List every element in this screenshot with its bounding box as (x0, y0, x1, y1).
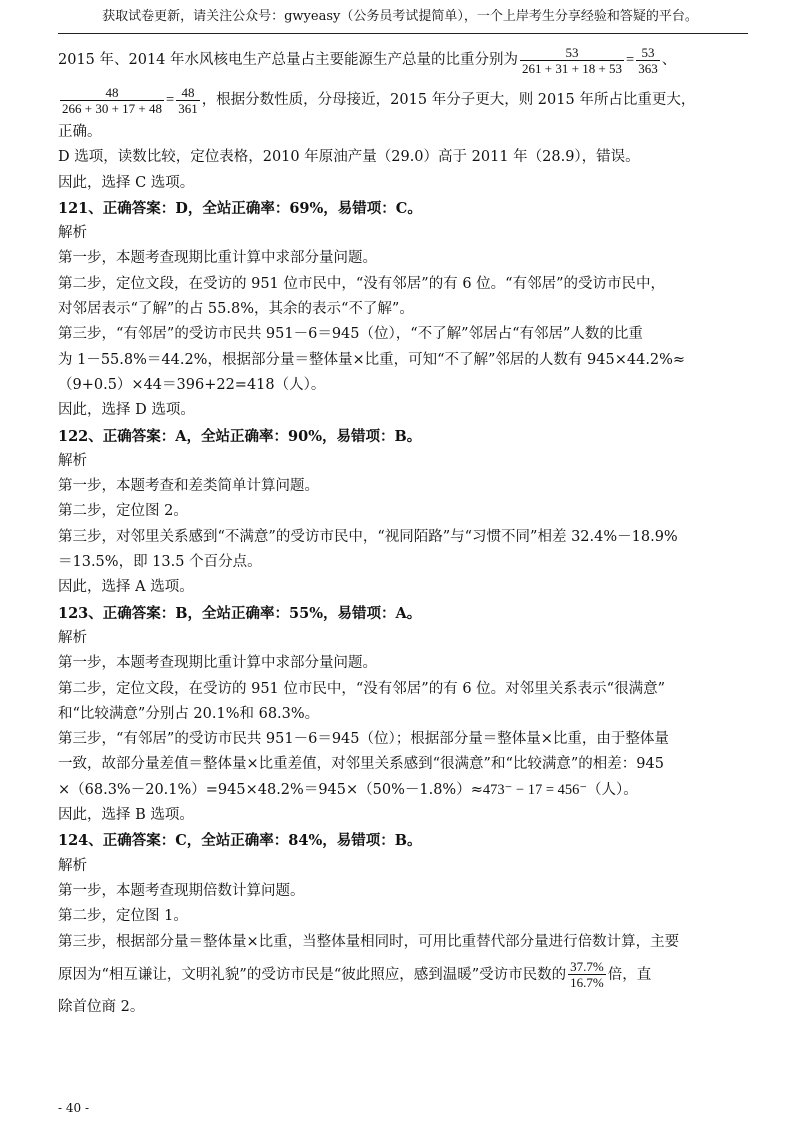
text-line: 第三步，根据部分量＝整体量×比重，当整体量相同时，可用比重替代部分量进行倍数计算，主要 (58, 933, 680, 950)
fraction-line-3: 原因为“相互谦让，文明礼貌”的受访市民是“彼此照应，感到温暖”受访市民数的 $\frac{37.7\%}{16.7\%}$ 倍，直 (58, 959, 652, 991)
header-divider (58, 33, 748, 34)
text-line: 第三步，“有邻居”的受访市民共 951－6＝945（位）；根据部分量＝整体量×比重，由于整体量 (58, 731, 669, 748)
text-line: 第三步，对邻里关系感到“不满意”的受访市民中，“视同陌路”与“习惯不同”相差 32.4%－18.9% (58, 528, 678, 545)
answer-title-123: 123、正确答案：B，全站正确率：55%，易错项：A。 (58, 604, 422, 622)
page-content (58, 40, 748, 1020)
text-line: ＝13.5%，即 13.5 个百分点。 (58, 554, 262, 571)
answer-title-122: 122、正确答案：A，全站正确率：90%，易错项：B。 (58, 427, 422, 445)
text-line: 一致，故部分量差值＝整体量×比重差值，对邻里关系感到“很满意”和“比较满意”的相差：945 (58, 756, 664, 773)
fraction-line-1: 2015 年、2014 年水风核电生产总量占主要能源生产总量的比重分别为 $\frac{53}{261 + 31 + 18 + 53}$ = $\frac{53}{363}$ 、 (58, 44, 677, 76)
text-line: 因此，选择 B 选项。 (58, 807, 194, 824)
text-line: 和“比较满意”分别占 20.1%和 68.3%。 (58, 705, 320, 722)
fraction: $\frac{53}{363}$ (638, 44, 658, 76)
text-line: 第三步，“有邻居”的受访市民共 951－6＝945（位），“不了解”邻居占“有邻居”人数的比重 (58, 326, 643, 343)
fraction: $\frac{48}{266 + 30 + 17 + 48}$ (62, 84, 162, 116)
answer-title-121: 121、正确答案：D，全站正确率：69%，易错项：C。 (58, 199, 422, 217)
text-line: 为 1－55.8%＝44.2%，根据部分量＝整体量×比重，可知“不了解”邻居的人数有 945×44.2%≈ (58, 351, 686, 368)
fraction: $\frac{48}{361}$ (178, 84, 198, 116)
analysis-label: 解析 (58, 452, 87, 469)
text-line: 第一步，本题考查现期比重计算中求部分量问题。 (58, 250, 377, 267)
text-line: 第一步，本题考查现期倍数计算问题。 (58, 882, 305, 899)
text-line: 第二步，定位图 1。 (58, 908, 188, 925)
analysis-label: 解析 (58, 225, 87, 242)
analysis-label: 解析 (58, 629, 87, 646)
text-line: 第一步，本题考查现期比重计算中求部分量问题。 (58, 655, 377, 672)
text-line: 因此，选择 A 选项。 (58, 579, 194, 596)
text-line: 第二步，定位图 2。 (58, 503, 188, 520)
fraction: $\frac{53}{261 + 31 + 18 + 53}$ (522, 44, 623, 76)
answer-title-124: 124、正确答案：C，全站正确率：84%，易错项：B。 (58, 832, 422, 850)
text-line: 第一步，本题考查和差类简单计算问题。 (58, 478, 319, 495)
text-line: 除首位商 2。 (58, 998, 145, 1015)
analysis-label: 解析 (58, 857, 87, 874)
text-line: （9+0.5）×44＝396+22=418（人）。 (58, 376, 326, 393)
text-line: 因此，选择 D 选项。 (58, 402, 195, 419)
text-line: 对邻居表示“了解”的占 55.8%，其余的表示“不了解”。 (58, 301, 414, 318)
page-header: 获取试卷更新，请关注公众号：gwyeasy（公务员考试提简单），一个上岸考生分享经验和答疑的平台。 (102, 9, 698, 24)
page-number: - 40 - (58, 1101, 90, 1115)
fraction-line-2: $\frac{48}{266 + 30 + 17 + 48}$ = $\frac{48}{361}$ ，根据分数性质，分母接近，2015 年分子更大，则 2015 年所占比重更大， (62, 84, 696, 116)
text-line: ×（68.3%－20.1%）=945×48.2%＝945×（50%－1.8%）≈473⁻ − 17 = 456⁻（人）。 (58, 781, 638, 798)
text-line: 第二步，定位文段，在受访的 951 位市民中，“没有邻居”的有 6 位。“有邻居”的受访市民中， (58, 275, 665, 292)
formula: 473⁻ − 17 = 456⁻ (482, 781, 588, 798)
text-line: 第二步，定位文段，在受访的 951 位市民中，“没有邻居”的有 6 位。对邻里关系表示“很满意” (58, 680, 665, 697)
text-line: 因此，选择 C 选项。 (58, 174, 195, 191)
text-line: 正确。 (58, 124, 102, 140)
fraction: $\frac{37.7\%}{16.7\%}$ (570, 959, 604, 991)
text-line: D 选项，读数比较，定位表格，2010 年原油产量（29.0）高于 2011 年（28.9），错误。 (58, 149, 640, 166)
